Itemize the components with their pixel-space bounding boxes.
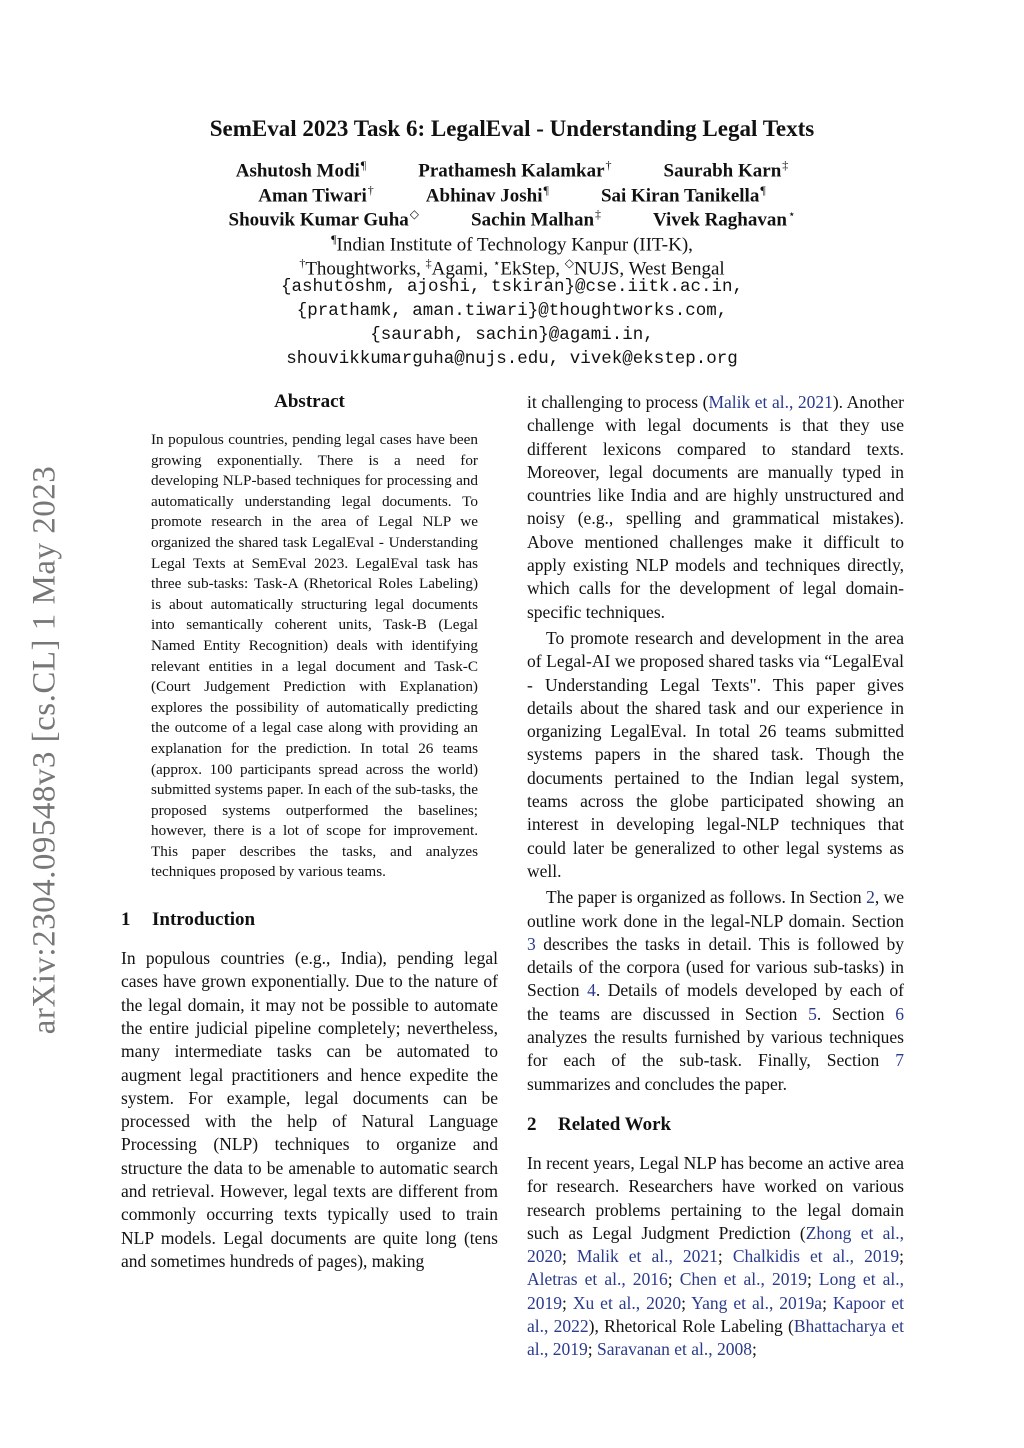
author-name: Vivek Raghavan	[653, 209, 787, 231]
email-line[interactable]: {saurabh, sachin}@agami.in,	[370, 324, 654, 345]
section-heading-introduction	[121, 907, 498, 933]
text-run: summarizes and concludes the paper.	[527, 1073, 787, 1094]
text-run: ;	[752, 1339, 757, 1360]
author-row	[100, 178, 924, 206]
author	[418, 153, 612, 182]
text-run: ;	[667, 1269, 680, 1290]
abstract-heading: Abstract	[274, 391, 345, 412]
citation-link[interactable]: Zhong et al., 2020	[527, 1222, 904, 1267]
text-run: describes the tasks in detail. This is followed by details of the corpora (used for various sub-tasks) in Section	[527, 933, 904, 1001]
author	[258, 178, 374, 206]
affiliation-mark: ⋆	[492, 255, 501, 270]
author	[228, 202, 420, 231]
author-row	[100, 153, 924, 182]
author-name: Abhinav Joshi	[425, 184, 543, 206]
citation-link[interactable]: Aletras et al., 2016	[527, 1269, 668, 1290]
text-run: , we outline work done in the legal-NLP domain. Section	[527, 887, 904, 931]
citation-link[interactable]: Chalkidis et al., 2019	[732, 1246, 900, 1267]
text-run: The paper is organized as follows. In Section	[546, 887, 867, 908]
affiliation-mark: ⋆	[787, 207, 796, 221]
text-run: ). Another challenge with legal documents is that they use different lexicons compared to standard texts. Moreover, legal documents are manually typed in countries like India and are highly unstructured and noisy (e.g., spelling and grammatical mistakes). Above mentioned challenges make it difficult to apply existing NLP models and techniques directly, which calls for the development of legal domain-specific techniques.	[527, 392, 904, 622]
text-run: ;	[587, 1339, 598, 1360]
text-run: ;	[717, 1246, 733, 1267]
affiliation-text: Agami,	[431, 257, 493, 279]
author-name: Shouvik Kumar Guha	[228, 209, 409, 231]
text-run: ;	[681, 1292, 692, 1313]
affiliation-mark: ‡	[595, 207, 602, 221]
section-number: 1	[121, 909, 131, 931]
text-run: ;	[899, 1246, 904, 1267]
section-link[interactable]: 4	[587, 980, 596, 1001]
author-name: Sachin Malhan	[471, 209, 595, 231]
affiliation-line	[100, 251, 924, 279]
text-run: it challenging to process (	[527, 392, 709, 412]
text-run: ;	[562, 1246, 577, 1267]
affiliation-mark: ‡	[782, 158, 789, 172]
text-run: In recent years, Legal NLP has become an active area for research. Researchers have worked on various research problems pertaining to the legal domain such as Legal Judgment Prediction (	[527, 1152, 904, 1243]
author	[471, 202, 602, 231]
text-run: . Section	[816, 1003, 896, 1024]
arxiv-identifier[interactable]: arXiv:2304.09548v3 [cs.CL] 1 May 2023	[26, 465, 63, 1035]
author	[663, 153, 789, 182]
author-name: Sai Kiran Tanikella	[600, 184, 760, 206]
intro-paragraph: In populous countries (e.g., India), pending legal cases have grown exponentially. Due to the nature of the legal domain, it may not be possible to automate the entire judicial pipeline completely; nevertheless, many intermediate tasks can be automated to augment legal practitioners and hence expedite the system. For example, legal documents can be processed with the help of Natural Language Processing (NLP) techniques to organize and structure the data to be amenable to automatic search and retrieval. However, legal texts are different from commonly occurring texts typically used to train NLP models. Legal documents are quite long (tens and sometimes hundreds of pages), making	[121, 948, 498, 1271]
citation-link[interactable]: Chen et al., 2019	[679, 1269, 807, 1290]
author	[600, 178, 766, 206]
email-line[interactable]: {ashutoshm, ajoshi, tskiran}@cse.iitk.ac.in,	[280, 276, 744, 297]
section-link[interactable]: 5	[808, 1003, 817, 1024]
author-name: Saurabh Karn	[663, 160, 782, 182]
section-link[interactable]: 7	[895, 1050, 904, 1071]
email-line[interactable]: shouvikkumarguha@nujs.edu, vivek@ekstep.org	[286, 348, 738, 369]
section-link[interactable]: 6	[895, 1003, 904, 1024]
citation-link[interactable]: Kapoor et al., 2022	[527, 1292, 904, 1336]
section-heading-related-work	[527, 1112, 904, 1138]
citation-link[interactable]: Yang et al., 2019a	[691, 1292, 823, 1313]
related-work-paragraph	[527, 1152, 904, 1362]
section-title: Introduction	[152, 909, 256, 931]
author-name: Aman Tiwari	[258, 184, 367, 206]
section-number: 2	[527, 1113, 537, 1135]
affiliation-mark: ¶	[543, 182, 549, 197]
text-run: ;	[822, 1292, 833, 1313]
text-run: ;	[562, 1292, 573, 1313]
citation-link[interactable]: Xu et al., 2020	[572, 1292, 682, 1313]
citation-link[interactable]: Saravanan et al., 2008	[597, 1339, 753, 1360]
affiliation-mark: ¶	[760, 182, 766, 197]
citation-link[interactable]: Bhattacharya et al., 2019	[527, 1315, 905, 1360]
affiliation-mark: ¶	[360, 158, 367, 172]
left-column	[121, 388, 498, 1273]
intro-paragraph-continued	[527, 391, 904, 624]
affiliation-mark: †	[605, 158, 612, 172]
affiliation-text: NUJS, West Bengal	[574, 257, 725, 279]
affiliation-line	[100, 227, 924, 255]
affiliation-mark: †	[367, 182, 374, 197]
affiliation-text: Indian Institute of Technology Kanpur (IIT-K),	[336, 233, 693, 255]
intro-paragraph: To promote research and development in the area of Legal-AI we proposed shared tasks via “LegalEval - Understanding Legal Texts". This paper gives details about the shared task and our experience in organizing LegalEval. In total 26 teams submitted systems papers in the shared task. Though the documents pertained to the Indian legal system, teams across the globe participated showing an interest in developing legal-NLP techniques that could later be generalized to other legal systems as well.	[527, 627, 904, 881]
intro-paragraph	[527, 886, 904, 1096]
right-column	[527, 391, 904, 1362]
section-link[interactable]: 3	[527, 933, 536, 954]
affiliation-mark: †	[299, 255, 306, 270]
author	[235, 153, 367, 182]
author	[653, 202, 796, 231]
author-name: Prathamesh Kalamkar	[418, 160, 605, 182]
affiliation-mark: ◇	[564, 255, 575, 270]
affiliation-mark: ◇	[409, 207, 420, 221]
author-name: Ashutosh Modi	[235, 160, 360, 182]
affiliation-mark: ‡	[425, 255, 432, 270]
text-run: ), Rhetorical Role Labeling (	[588, 1315, 794, 1336]
author-block	[100, 153, 924, 371]
text-run: . Details of models developed by each of the teams are discussed in Section	[527, 980, 904, 1024]
abstract-text: In populous countries, pending legal cases have been growing exponentially. There is a need for developing NLP-based techniques for processing and automatically understanding legal documents. To promote research in the area of Legal NLP we organized the shared task LegalEval - Understanding Legal Texts at SemEval 2023. LegalEval task has three sub-tasks: Task-A (Rhetorical Roles Labeling) is about automatically structuring legal documents into semantically coherent units, Task-B (Legal Named Entity Recognition) deals with identifying relevant entities in a legal document and Task-C (Court Judgement Prediction with Explanation) explores the possibility of automatically predicting the outcome of a legal case along with providing an explanation for the prediction. In total 26 teams (approx. 100 participants spread across the world) submitted systems paper. In each of the sub-tasks, the proposed systems outperformed the baselines; however, there is a lot of scope for improvement. This paper describes the tasks, and analyzes techniques proposed by various teams.	[151, 431, 478, 881]
citation-link[interactable]: Malik et al., 2021	[708, 392, 833, 412]
paper-title: SemEval 2023 Task 6: LegalEval - Understanding Legal Texts	[209, 116, 815, 141]
affiliation-mark: ¶	[331, 231, 337, 246]
author	[425, 178, 549, 206]
arxiv-sidebar	[20, 450, 70, 1050]
text-run: ;	[806, 1269, 819, 1290]
section-title: Related Work	[558, 1113, 672, 1135]
affiliation-text: Thoughtworks,	[305, 257, 426, 279]
affiliation-text: EkStep,	[500, 257, 565, 279]
email-line[interactable]: {prathamk, aman.tiwari}@thoughtworks.com,	[296, 300, 728, 321]
citation-link[interactable]: Malik et al., 2021	[576, 1246, 718, 1267]
text-run: analyzes the results furnished by various techniques for each of the sub-task. Finally, Section	[527, 1027, 904, 1071]
citation-link[interactable]: Long et al., 2019	[527, 1269, 905, 1313]
author-row	[100, 202, 924, 231]
section-link[interactable]: 2	[866, 887, 875, 908]
